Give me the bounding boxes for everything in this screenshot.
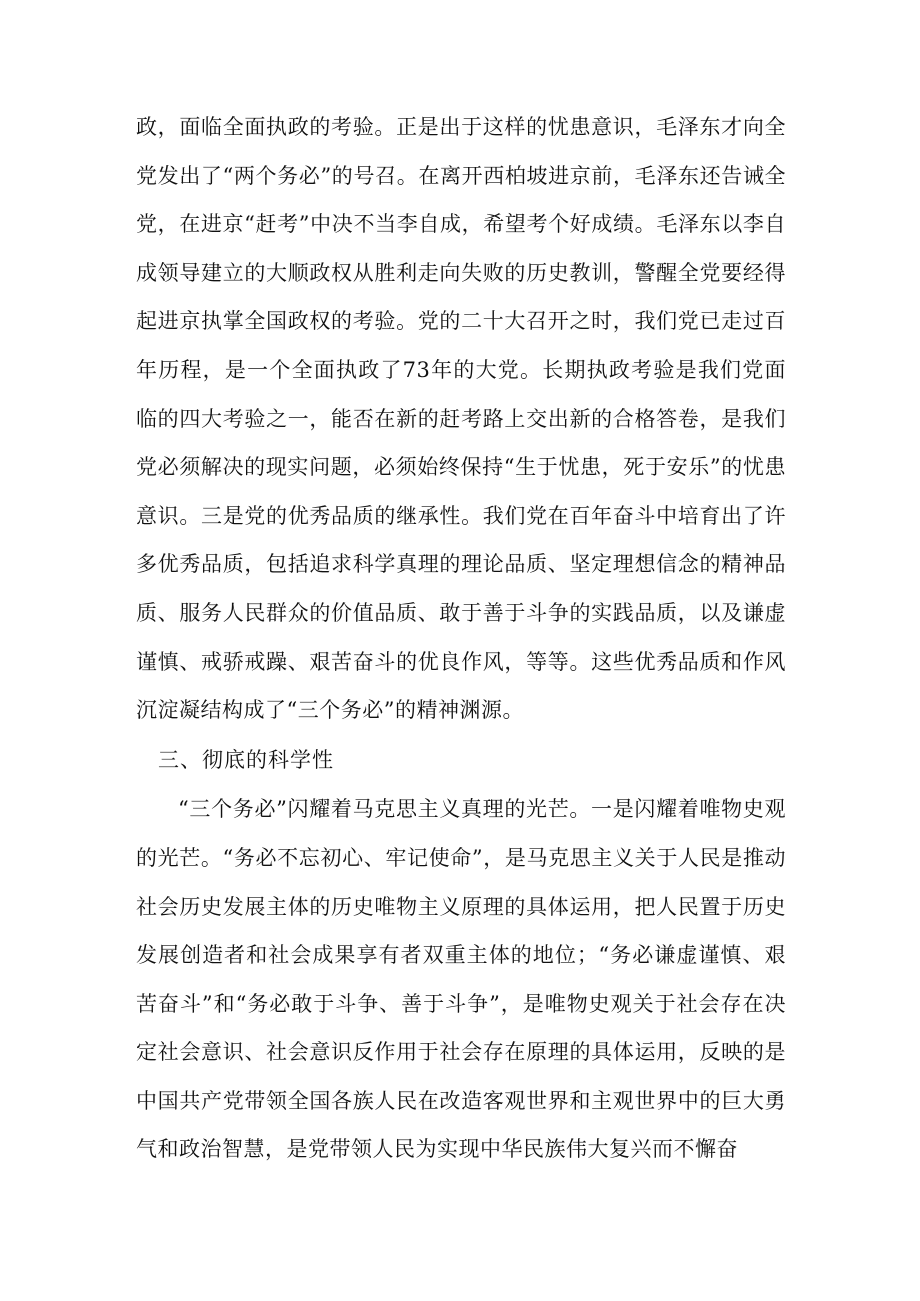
document-body bbox=[136, 103, 786, 1174]
paragraph-body: “三个务必”闪耀着马克思主义真理的光芒。一是闪耀着唯物史观的光芒。“务必不忘初心、牢记使命”，是马克思主义关于人民是推动社会历史发展主体的历史唯物主义原理的具体运用，把人民置于历史发展创造者和社会成果享有者双重主体的地位；“务必谦虚谨慎、艰苦奋斗”和“务必敢于斗争、善于斗争”，是唯物史观关于社会存在决定社会意识、社会意识反作用于社会存在原理的具体运用，反映的是中国共产党带领全国各族人民在改造客观世界和主观世界中的巨大勇气和政治智慧，是党带领人民为实现中华民族伟大复兴而不懈奋 bbox=[136, 797, 786, 1162]
section-heading: 三、彻底的科学性 bbox=[158, 747, 334, 772]
paragraph-continuation: 政，面临全面执政的考验。正是出于这样的忧患意识，毛泽东才向全党发出了“两个务必”的号召。在离开西柏坡进京前，毛泽东还告诫全党，在进京“赶考”中决不当李自成，希望考个好成绩。毛泽东以李自成领导建立的大顺政权从胜利走向失败的历史教训，警醒全党要经得起进京执掌全国政权的考验。党的二十大召开之时，我们党已走过百年历程，是一个全面执政了73年的大党。长期执政考验是我们党面临的四大考验之一，能否在新的赶考路上交出新的合格答卷，是我们党必须解决的现实问题，必须始终保持“生于忧患，死于安乐”的忧患意识。三是党的优秀品质的继承性。我们党在百年奋斗中培育出了许多优秀品质，包括追求科学真理的理论品质、坚定理想信念的精神品质、服务人民群众的价值品质、敢于善于斗争的实践品质，以及谦虚谨慎、戒骄戒躁、艰苦奋斗的优良作风，等等。这些优秀品质和作风沉淀凝结构成了“三个务必”的精神渊源。 bbox=[136, 115, 786, 723]
